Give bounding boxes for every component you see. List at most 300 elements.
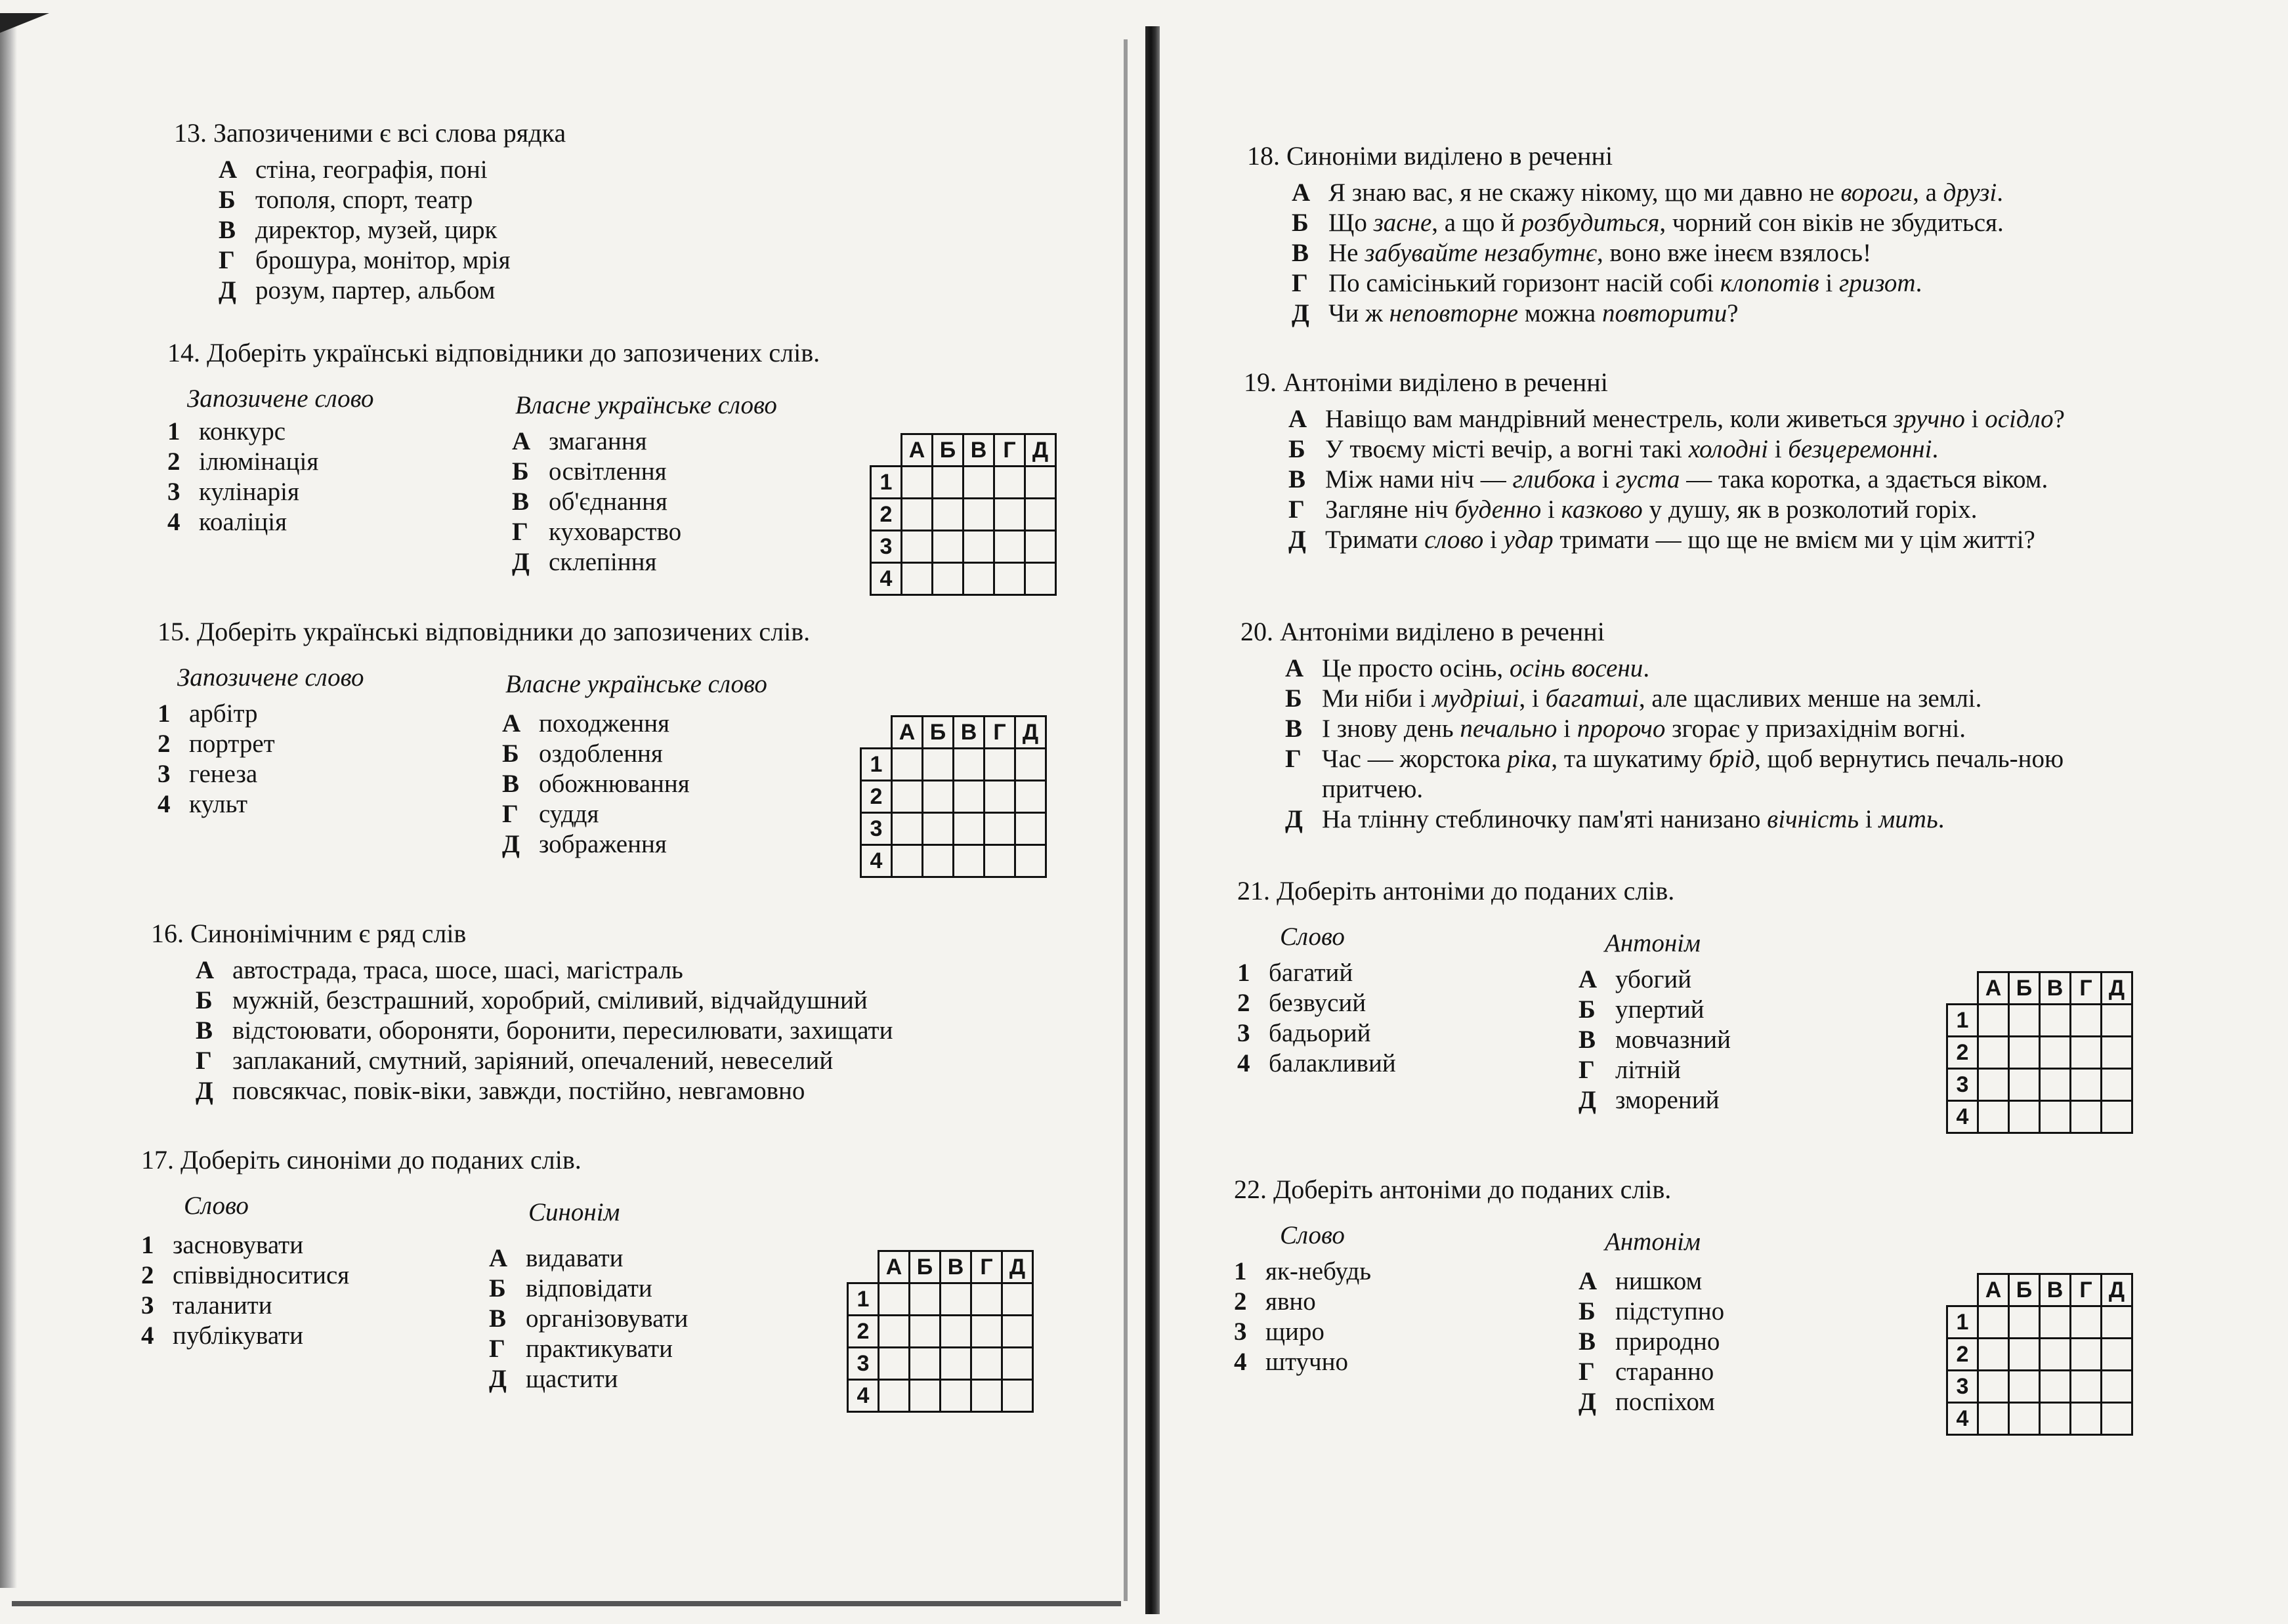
option-letter: Г	[1285, 745, 1302, 773]
answer-cell[interactable]	[923, 813, 954, 845]
answer-cell[interactable]	[2040, 1306, 2071, 1339]
answer-option	[1292, 178, 2142, 208]
answer-cell[interactable]	[902, 467, 933, 499]
option-text: автострада, траса, шосе, шасі, магістраль	[232, 956, 683, 984]
answer-option	[1288, 495, 2139, 525]
item-letter: Б	[1578, 1297, 1596, 1325]
highlighted-word: зручно	[1893, 405, 1965, 433]
text-fragment: І знову день	[1322, 715, 1460, 743]
answer-cell[interactable]	[1025, 531, 1056, 563]
highlighted-word: печально	[1460, 715, 1557, 743]
grid-row-number: 4	[848, 1380, 879, 1412]
answer-cell[interactable]	[1978, 1371, 2009, 1403]
grid-column-letter: Г	[971, 1251, 1002, 1283]
column-header-word: Запозичене слово	[177, 663, 364, 692]
item-letter: В	[1578, 1026, 1596, 1054]
grid-corner	[1947, 1274, 1978, 1306]
answer-cell[interactable]	[941, 1380, 971, 1412]
option-text	[1325, 525, 2139, 555]
item-letter: В	[512, 488, 530, 516]
answer-cell[interactable]	[971, 1380, 1002, 1412]
match-item	[1578, 965, 1731, 995]
item-number: 2	[158, 730, 171, 758]
answer-cell[interactable]	[2102, 1005, 2132, 1037]
answer-option	[219, 245, 566, 276]
text-fragment: і	[1541, 495, 1561, 524]
answer-cell[interactable]	[954, 813, 985, 845]
question-title: 22. Доберіть антоніми до поданих слів.	[1234, 1175, 1672, 1204]
answer-cell[interactable]	[985, 749, 1015, 781]
item-text: практикувати	[526, 1335, 673, 1363]
question-21	[1237, 876, 2261, 1178]
match-item	[502, 829, 690, 860]
option-letter: Д	[1292, 299, 1309, 327]
question-13	[174, 118, 566, 306]
grid-column-letter: Д	[1025, 434, 1056, 467]
text-fragment: ?	[2053, 405, 2065, 433]
option-letter: А	[1292, 178, 1311, 207]
word-item	[1234, 1317, 1371, 1347]
item-letter: Д	[512, 548, 530, 576]
answer-cell[interactable]	[879, 1316, 910, 1348]
answer-cell[interactable]	[910, 1348, 941, 1380]
question-18	[1247, 141, 2142, 329]
answer-grid	[860, 715, 1047, 878]
grid-row-number: 3	[871, 531, 902, 563]
answer-grid	[1946, 1273, 2133, 1436]
answer-cell[interactable]	[2040, 1339, 2071, 1371]
answer-option	[1285, 684, 2136, 714]
answer-cell[interactable]	[941, 1348, 971, 1380]
item-number: 1	[141, 1231, 154, 1259]
answer-cell[interactable]	[2071, 1101, 2102, 1133]
answer-cell[interactable]	[2071, 1339, 2102, 1371]
item-letter: А	[1578, 1267, 1598, 1295]
answer-cell[interactable]	[2071, 1005, 2102, 1037]
item-letter: В	[502, 770, 520, 798]
option-text	[1325, 434, 2139, 465]
match-list	[512, 427, 681, 577]
item-text: явно	[1265, 1287, 1316, 1316]
item-text: відповідати	[526, 1274, 652, 1302]
word-item	[158, 699, 275, 729]
option-letter: А	[196, 956, 215, 984]
answer-cell[interactable]	[910, 1380, 941, 1412]
answer-option	[219, 155, 566, 185]
answer-cell[interactable]	[994, 563, 1025, 595]
match-item	[489, 1274, 688, 1304]
answer-cell[interactable]	[892, 845, 923, 877]
answer-cell[interactable]	[1015, 781, 1046, 813]
match-item	[512, 427, 681, 457]
grid-corner	[861, 717, 892, 749]
column-header-word: Запозичене слово	[187, 385, 374, 413]
option-text	[1322, 654, 2136, 684]
item-text: безвусий	[1269, 989, 1366, 1017]
answer-cell[interactable]	[2009, 1069, 2040, 1101]
answer-cell[interactable]	[910, 1316, 941, 1348]
answer-option	[1288, 434, 2139, 465]
answer-cell[interactable]	[954, 845, 985, 877]
answer-cell[interactable]	[985, 813, 1015, 845]
word-item	[167, 417, 318, 447]
answer-cell[interactable]	[933, 499, 964, 531]
word-item	[158, 759, 275, 789]
answer-cell[interactable]	[954, 749, 985, 781]
text-fragment: Час — жорстока	[1322, 745, 1508, 773]
item-text: культ	[189, 790, 247, 818]
item-number: 1	[167, 417, 180, 446]
answer-cell[interactable]	[923, 749, 954, 781]
answer-cell[interactable]	[892, 813, 923, 845]
word-item	[167, 507, 318, 537]
text-fragment: Що	[1328, 209, 1374, 237]
match-item	[1578, 1297, 1724, 1327]
highlighted-word: слово	[1424, 526, 1484, 554]
match-list	[502, 709, 690, 860]
answer-cell[interactable]	[2009, 1306, 2040, 1339]
answer-cell[interactable]	[2009, 1403, 2040, 1435]
answer-cell[interactable]	[964, 531, 994, 563]
item-letter: Б	[502, 739, 519, 768]
answer-cell[interactable]	[923, 781, 954, 813]
answer-cell[interactable]	[2102, 1403, 2132, 1435]
option-text	[1328, 178, 2142, 208]
word-item	[141, 1321, 349, 1351]
word-item	[158, 789, 275, 820]
answer-cell[interactable]	[892, 781, 923, 813]
answer-cell[interactable]	[933, 467, 964, 499]
item-text: природно	[1615, 1327, 1720, 1356]
option-letter: Д	[196, 1077, 213, 1105]
answer-cell[interactable]	[1002, 1348, 1033, 1380]
column-header-word: Слово	[184, 1192, 249, 1220]
answer-cell[interactable]	[941, 1316, 971, 1348]
item-number: 4	[141, 1322, 154, 1350]
highlighted-word: брід	[1708, 745, 1755, 773]
answer-cell[interactable]	[2040, 1371, 2071, 1403]
item-text: зображення	[539, 830, 667, 858]
answer-cell[interactable]	[2009, 1005, 2040, 1037]
answer-cell[interactable]	[2071, 1037, 2102, 1069]
grid-row-number: 4	[1947, 1403, 1978, 1435]
item-text: мовчазний	[1615, 1026, 1731, 1054]
answer-options	[1285, 654, 2136, 835]
answer-cell[interactable]	[1978, 1306, 2009, 1339]
answer-cell[interactable]	[1978, 1101, 2009, 1133]
question-title: 20. Антоніми виділено в реченні	[1240, 617, 1605, 646]
option-text	[1328, 238, 2142, 268]
match-item	[1578, 1387, 1724, 1417]
item-text: змагання	[549, 427, 647, 455]
grid-column-letter: Б	[933, 434, 964, 467]
grid-column-letter: А	[902, 434, 933, 467]
answer-cell[interactable]	[933, 563, 964, 595]
answer-cell[interactable]	[971, 1348, 1002, 1380]
highlighted-word: забувайте незабутнє	[1365, 239, 1598, 267]
answer-cell[interactable]	[994, 467, 1025, 499]
item-text: літній	[1615, 1056, 1681, 1084]
answer-cell[interactable]	[1002, 1316, 1033, 1348]
highlighted-word: гризот	[1838, 269, 1916, 297]
answer-cell[interactable]	[954, 781, 985, 813]
answer-cell[interactable]	[2009, 1037, 2040, 1069]
word-list	[141, 1230, 349, 1351]
answer-cell[interactable]	[985, 845, 1015, 877]
item-text: щастити	[526, 1365, 618, 1393]
answer-cell[interactable]	[2102, 1339, 2132, 1371]
answer-cell[interactable]	[902, 531, 933, 563]
item-text: багатий	[1269, 959, 1353, 987]
item-number: 4	[1237, 1049, 1250, 1077]
item-text: склепіння	[549, 548, 657, 576]
answer-cell[interactable]	[985, 781, 1015, 813]
answer-grid	[1946, 971, 2133, 1134]
highlighted-word: густа	[1615, 465, 1680, 493]
option-letter: Б	[219, 186, 236, 214]
grid-column-letter: В	[941, 1251, 971, 1283]
word-item	[167, 447, 318, 477]
answer-cell[interactable]	[2102, 1069, 2132, 1101]
item-number: 2	[141, 1261, 154, 1289]
text-fragment: і	[1557, 715, 1577, 743]
answer-cell[interactable]	[1025, 467, 1056, 499]
text-fragment: і	[1964, 405, 1985, 433]
item-text: бадьорий	[1269, 1019, 1371, 1047]
answer-cell[interactable]	[923, 845, 954, 877]
question-title: 19. Антоніми виділено в реченні	[1244, 367, 1608, 397]
item-text: організовувати	[526, 1304, 689, 1333]
answer-cell[interactable]	[2102, 1037, 2132, 1069]
option-letter: Б	[1292, 209, 1309, 237]
answer-option	[196, 955, 893, 986]
item-letter: Г	[489, 1335, 505, 1363]
grid-column-letter: Г	[2071, 1274, 2102, 1306]
answer-options	[196, 955, 893, 1106]
answer-cell[interactable]	[971, 1283, 1002, 1316]
grid-column-letter: В	[964, 434, 994, 467]
grid-row-number: 3	[848, 1348, 879, 1380]
answer-cell[interactable]	[1025, 563, 1056, 595]
answer-cell[interactable]	[879, 1348, 910, 1380]
answer-cell[interactable]	[2009, 1371, 2040, 1403]
grid-column-letter: В	[954, 717, 985, 749]
match-item	[489, 1243, 688, 1274]
column-header-match: Антонім	[1605, 929, 1701, 957]
answer-option	[1292, 208, 2142, 238]
option-letter: А	[1285, 654, 1304, 682]
answer-cell[interactable]	[2071, 1069, 2102, 1101]
answer-cell[interactable]	[964, 563, 994, 595]
question-20	[1240, 617, 2136, 835]
answer-cell[interactable]	[1002, 1283, 1033, 1316]
highlighted-word: казково	[1561, 495, 1643, 524]
column-header-match: Власне українське слово	[515, 391, 777, 419]
answer-cell[interactable]	[879, 1283, 910, 1316]
grid-column-letter: В	[2040, 1274, 2071, 1306]
question-title: 17. Доберіть синоніми до поданих слів.	[141, 1145, 582, 1175]
text-fragment: .	[1932, 435, 1939, 463]
match-item	[1578, 1327, 1724, 1357]
item-text: арбітр	[189, 699, 258, 728]
answer-option	[196, 1046, 893, 1076]
column-header-match: Антонім	[1605, 1228, 1701, 1256]
text-fragment: і	[1768, 435, 1789, 463]
text-fragment: ?	[1727, 299, 1739, 327]
grid-row-number: 4	[1947, 1101, 1978, 1133]
text-fragment: тримати — що ще не вмієм ми у цім житті?	[1553, 526, 2035, 554]
question-title: 13. Запозиченими є всі слова рядка	[174, 118, 566, 148]
text-fragment: Це просто осінь,	[1322, 654, 1510, 682]
answer-cell[interactable]	[2009, 1101, 2040, 1133]
answer-cell[interactable]	[2071, 1403, 2102, 1435]
highlighted-word: багатші	[1545, 684, 1639, 713]
answer-option	[1285, 654, 2136, 684]
item-number: 4	[167, 508, 180, 536]
answer-option	[1292, 238, 2142, 268]
item-letter: Г	[1578, 1056, 1595, 1084]
word-item	[141, 1291, 349, 1321]
match-item	[1578, 1055, 1731, 1085]
grid-row-number: 2	[861, 781, 892, 813]
question-14	[167, 338, 1086, 614]
answer-cell[interactable]	[2040, 1101, 2071, 1133]
item-text: зморений	[1615, 1086, 1720, 1114]
match-item	[512, 547, 681, 577]
answer-cell[interactable]	[1015, 845, 1046, 877]
match-item	[1578, 1266, 1724, 1297]
answer-option	[1288, 525, 2139, 555]
option-text	[1322, 744, 2136, 804]
answer-cell[interactable]	[2071, 1306, 2102, 1339]
answer-cell[interactable]	[1978, 1005, 2009, 1037]
option-text	[1322, 684, 2136, 714]
option-text	[1325, 404, 2139, 434]
text-fragment: і	[1859, 805, 1879, 833]
grid-row-number: 2	[1947, 1339, 1978, 1371]
text-fragment: і	[1819, 269, 1839, 297]
item-number: 1	[158, 699, 171, 728]
right-page	[1145, 0, 2288, 1624]
answer-cell[interactable]	[964, 467, 994, 499]
question-title: 18. Синоніми виділено в реченні	[1247, 141, 1613, 171]
answer-option	[1292, 299, 2142, 329]
answer-cell[interactable]	[892, 749, 923, 781]
answer-cell[interactable]	[1978, 1339, 2009, 1371]
answer-cell[interactable]	[2102, 1306, 2132, 1339]
highlighted-word: безцеремонні	[1788, 435, 1932, 463]
answer-option	[1292, 268, 2142, 299]
answer-cell[interactable]	[2040, 1005, 2071, 1037]
answer-cell[interactable]	[1978, 1403, 2009, 1435]
answer-cell[interactable]	[1978, 1037, 2009, 1069]
option-letter: В	[219, 216, 236, 244]
text-fragment: і	[1483, 526, 1504, 554]
item-text: поспіхом	[1615, 1388, 1715, 1416]
answer-cell[interactable]	[902, 499, 933, 531]
answer-cell[interactable]	[941, 1283, 971, 1316]
item-text: коаліція	[199, 508, 287, 536]
grid-row-number: 2	[1947, 1037, 1978, 1069]
answer-cell[interactable]	[994, 499, 1025, 531]
answer-cell[interactable]	[1978, 1069, 2009, 1101]
option-letter: Д	[219, 276, 236, 304]
answer-cell[interactable]	[2071, 1371, 2102, 1403]
answer-option	[1285, 804, 2136, 835]
item-letter: А	[512, 427, 531, 455]
text-fragment: .	[1643, 654, 1650, 682]
option-letter: Б	[196, 986, 213, 1014]
answer-cell[interactable]	[1015, 749, 1046, 781]
answer-cell[interactable]	[964, 499, 994, 531]
item-text: співвідноситися	[173, 1261, 350, 1289]
answer-cell[interactable]	[933, 531, 964, 563]
grid-column-letter: В	[2040, 972, 2071, 1005]
answer-cell[interactable]	[1002, 1380, 1033, 1412]
answer-option	[219, 276, 566, 306]
option-letter: В	[1292, 239, 1309, 267]
item-text: підступно	[1615, 1297, 1725, 1325]
answer-cell[interactable]	[902, 563, 933, 595]
grid-column-letter: Г	[994, 434, 1025, 467]
column-header-match: Власне українське слово	[505, 670, 767, 698]
item-text: портрет	[189, 730, 275, 758]
text-fragment: Між нами ніч —	[1325, 465, 1513, 493]
answer-cell[interactable]	[2009, 1339, 2040, 1371]
option-letter: Б	[1288, 435, 1305, 463]
item-letter: Г	[502, 800, 519, 828]
item-text: публікувати	[173, 1322, 304, 1350]
item-letter: Г	[1578, 1358, 1595, 1386]
option-letter: В	[1285, 715, 1303, 743]
answer-cell[interactable]	[2040, 1037, 2071, 1069]
highlighted-word: мить	[1878, 805, 1938, 833]
item-letter: В	[1578, 1327, 1596, 1356]
question-22	[1234, 1175, 2258, 1476]
item-number: 1	[1234, 1257, 1247, 1285]
answer-cell[interactable]	[2040, 1069, 2071, 1101]
option-letter: Г	[1292, 269, 1308, 297]
answer-cell[interactable]	[910, 1283, 941, 1316]
word-item	[158, 729, 275, 759]
match-item	[1578, 995, 1731, 1025]
item-text: балакливий	[1269, 1049, 1396, 1077]
item-text: штучно	[1265, 1348, 1349, 1376]
answer-cell[interactable]	[994, 531, 1025, 563]
option-text: директор, музей, цирк	[255, 216, 498, 244]
answer-option	[1285, 714, 2136, 744]
item-text: оздоблення	[539, 739, 663, 768]
column-header-match: Синонім	[528, 1198, 620, 1226]
option-letter: Д	[1288, 526, 1306, 554]
answer-cell[interactable]	[879, 1380, 910, 1412]
text-fragment: Навіщо вам мандрівний менестрель, коли живеться	[1325, 405, 1894, 433]
grid-corner	[848, 1251, 879, 1283]
grid-row-number: 1	[1947, 1306, 1978, 1339]
answer-cell[interactable]	[971, 1316, 1002, 1348]
answer-cell[interactable]	[1025, 499, 1056, 531]
answer-cell[interactable]	[2102, 1101, 2132, 1133]
grid-column-letter: Г	[2071, 972, 2102, 1005]
word-list	[1237, 958, 1396, 1079]
answer-cell[interactable]	[2102, 1371, 2132, 1403]
answer-cell[interactable]	[2040, 1403, 2071, 1435]
option-text	[1328, 208, 2142, 238]
answer-cell[interactable]	[1015, 813, 1046, 845]
question-16	[151, 919, 893, 1106]
grid-row-number: 3	[1947, 1371, 1978, 1403]
highlighted-word: повторити	[1601, 299, 1727, 327]
